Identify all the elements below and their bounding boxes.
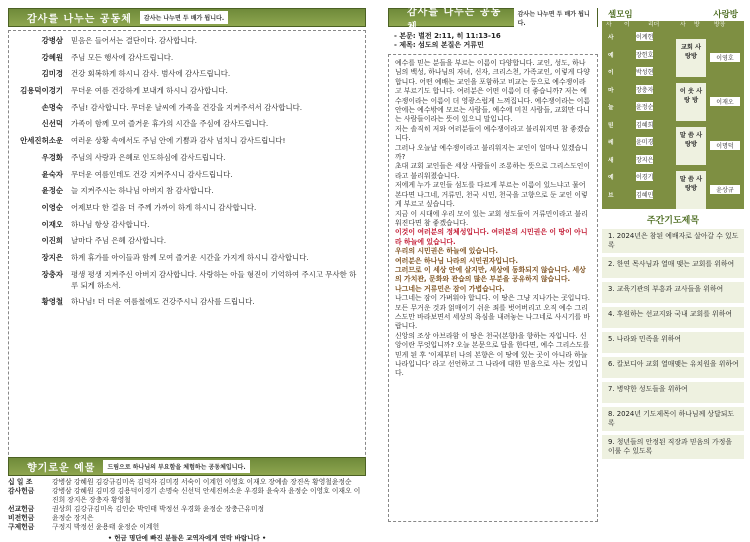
cell-initial: 새 bbox=[608, 157, 614, 164]
thanks-name: 장지은 bbox=[41, 252, 63, 262]
prayer-item: 6. 칼보디아 교회 열매맺는 유치원을 위하여 bbox=[602, 357, 744, 379]
thanks-header-note: 감사는 나누면 두 배가 됩니다. bbox=[140, 11, 228, 24]
thanks-row bbox=[15, 202, 359, 213]
offering-label: 십 일 조 bbox=[8, 478, 33, 486]
thanks-name: 이재오 bbox=[41, 219, 63, 229]
thanks-text: 건강 회복하게 하시니 감사. 범사에 감사드립니다. bbox=[71, 69, 231, 79]
cell-col-head: 방 bbox=[694, 22, 700, 28]
cell-col-head: 이 bbox=[624, 22, 630, 28]
thanks-name: 김용덕이경기 bbox=[20, 86, 63, 96]
offering-list bbox=[8, 478, 366, 542]
prayer-list bbox=[602, 229, 744, 460]
thanks-name: 김미경 bbox=[41, 69, 63, 79]
sermon-paragraph: 신앙의 조상 아브라함 이 땅은 천국(본향)을 향하는 자입니다. 신앙이란 무엇입니까? 오늘 본문으로 답을 한다면, 예수 그리스도를 믿게 된 후 '이제부터 나의 본향은 이 땅에 있는 곳이 아니라 하늘나라입니다' 라고 선언하고 그 나라에 대한 믿음으로 사는 것입니다. bbox=[395, 331, 590, 378]
offering-header-title: 향기로운 예물 bbox=[27, 463, 96, 474]
cell-table bbox=[602, 21, 744, 209]
cell-initial: 레 bbox=[608, 140, 614, 146]
offering-row bbox=[8, 514, 366, 523]
thanks-name: 이영순 bbox=[41, 202, 63, 212]
thanks-text: 하나님 항상 감사합니다. bbox=[71, 219, 150, 229]
sermon-paragraph: 이것이 여러분의 정체성입니다. 여러분의 시민권은 이 땅이 아니라 하늘에 있습니다. bbox=[395, 228, 588, 246]
cell-initial: 믿 bbox=[608, 122, 614, 129]
thanks-row bbox=[15, 102, 359, 113]
love-room-group bbox=[676, 83, 706, 121]
thanks-name: 강병삼 bbox=[41, 36, 63, 45]
offering-row bbox=[8, 523, 366, 532]
cell-leader-name: 이경기 bbox=[636, 174, 654, 181]
offering-names: 강병삼 강혜원 김미경 김용덕이경기 손명숙 신선덕 안세진허소운 우경화 윤숙자 윤정순 이영호 이재오 이진희 장지은 장충자 황영철 bbox=[52, 487, 361, 504]
thanks-row bbox=[15, 269, 359, 291]
prayer-item: 8. 2024년 기도제목이 하나님께 상달되도록 bbox=[602, 407, 744, 432]
cell-panel bbox=[602, 8, 744, 526]
cell-col-head: 사 bbox=[606, 22, 612, 28]
thanks-text: 믿음은 들어서는 결단이다. 감사합니다. bbox=[71, 36, 197, 45]
thanks-panel bbox=[8, 8, 366, 542]
love-room-leader: 이재오 bbox=[710, 97, 740, 106]
sermon-header-note: 감사는 나누면 두 배가 됩니다. bbox=[514, 7, 597, 29]
cell-initial: 브 bbox=[608, 192, 614, 199]
cell-leader-name: 윤정순 bbox=[636, 104, 654, 111]
thanks-row bbox=[15, 296, 359, 307]
thanks-text: 늘 지켜주시는 하나님 아버지 참 감사합니다. bbox=[71, 186, 214, 196]
sermon-text-line: - 본문: 별전 2:11, 히 11:13-16 bbox=[394, 32, 501, 40]
cell-leader-name: 김혜희 bbox=[636, 121, 654, 129]
love-room-leader: 윤상규 bbox=[710, 185, 740, 194]
thanks-text: 무더운 여름 건강하게 보내게 하시니 감사합니다. bbox=[71, 86, 228, 96]
prayer-item: 9. 청년들의 안정된 직장과 믿음의 가정을 이룰 수 있도록 bbox=[602, 435, 744, 460]
sermon-paragraph: 저에게 누가 교인들 섬도를 다르게 부르는 이름이 있느냐고 물어본다면 나그네, 거류민, 천국 시민, 천국을 고향으로 둔 교인 이렇게 부르고 싶습니다. bbox=[395, 181, 588, 209]
sermon-meta bbox=[394, 32, 598, 50]
sermon-paragraph: 모든 무거운 것과 얽매이기 쉬운 죄를 벗어버리고 오직 예수 그리스도만 바라보면서 세상의 욕심을 내려놓는 나그네로 사시기를 바랍니다. bbox=[395, 303, 591, 331]
offering-header bbox=[8, 457, 366, 476]
offering-label: 감사헌금 bbox=[8, 487, 35, 495]
thanks-name: 윤정순 bbox=[41, 186, 63, 196]
cell-col-head: 방장 bbox=[714, 22, 726, 28]
prayer-item: 4. 후원하는 선교지와 국내 교회를 위하여 bbox=[602, 307, 744, 329]
thanks-text: 여러운 상황 속에서도 주님 안에 기쁨과 감사 넘치니 감사드립니다! bbox=[71, 136, 286, 146]
thanks-name: 신선덕 bbox=[41, 119, 63, 129]
sermon-paragraph: 우리의 시민권은 하늘에 있습니다. bbox=[395, 247, 499, 256]
sermon-paragraph: 그러므로 이 세상 안에 살지만, 세상에 동화되지 않습니다. 세상의 가치관, 문화와 관습의 많은 부분을 공유하지 않습니다. bbox=[395, 265, 586, 284]
offering-names: 권상희 김강규김미옥 김인순 박인태 박정선 우경화 윤정순 장충근유미정 bbox=[52, 505, 265, 513]
thanks-header-title: 감사를 나누는 공동체 bbox=[27, 14, 132, 25]
thanks-name: 강혜원 bbox=[41, 52, 63, 62]
cell-leader-name: 윤미경 bbox=[636, 139, 654, 146]
sermon-paragraph: 여러분은 하나님 나라의 시민권자입니다. bbox=[395, 256, 518, 265]
cell-initial: 늘 bbox=[608, 105, 614, 111]
sermon-header bbox=[388, 6, 598, 33]
thanks-text: 평생 평생 지켜주신 아버지 감사합니다. 사랑하는 아들 형진이 기억하여 주시고 무사한 하루 되게 하소서. bbox=[71, 269, 357, 290]
thanks-name: 윤숙자 bbox=[41, 169, 63, 179]
love-room-name: 말 씀 사랑방 bbox=[679, 176, 703, 192]
cell-leader-name: 이계헌 bbox=[636, 34, 654, 41]
thanks-text: 가족이 함께 모여 즐거운 휴가의 시간을 주심에 감사드립니다. bbox=[71, 119, 269, 129]
cell-leader-name: 장헌호 bbox=[636, 51, 654, 59]
love-room-group bbox=[676, 127, 706, 165]
prayer-item: 2. 한연 목사님과 열매 맺는 교회를 위하여 bbox=[602, 257, 744, 279]
cell-title: 셀모임 bbox=[608, 10, 633, 20]
prayer-item: 1. 2024년은 참된 예배자로 살아갈 수 있도록 bbox=[602, 229, 744, 254]
thanks-row bbox=[15, 118, 359, 129]
sermon-title-line: - 제목: 섬도의 본질은 거류민 bbox=[394, 41, 484, 49]
prayer-item: 3. 교육기관의 부흥과 교사들을 위하여 bbox=[602, 282, 744, 304]
prayer-title: 주간기도제목 bbox=[646, 216, 700, 226]
offering-names: 강병삼 강혜원 김강규김미옥 김덕자 김미경 서숙이 이계헌 이영호 이재오 장예솔 장진옥 황영철윤정순 bbox=[52, 478, 352, 486]
cell-leader-name: 장지은 bbox=[636, 156, 654, 164]
offering-names: 구정지 박정선 윤용태 윤정순 이계헌 bbox=[52, 523, 160, 531]
thanks-row bbox=[15, 219, 359, 230]
offering-row bbox=[8, 478, 366, 487]
thanks-name: 황영철 bbox=[41, 297, 63, 307]
cell-leader-name: 김혜민 bbox=[636, 191, 654, 199]
thanks-row bbox=[15, 185, 359, 196]
thanks-text: 주님의 사랑과 은혜로 인도하심에 감사드립니다. bbox=[71, 152, 226, 162]
thanks-row bbox=[15, 252, 359, 263]
offering-label: 비전헌금 bbox=[8, 514, 35, 522]
cell-initial: 사 bbox=[608, 35, 614, 41]
thanks-name: 우경화 bbox=[41, 152, 63, 162]
cell-initial: 마 bbox=[608, 87, 614, 94]
thanks-row bbox=[15, 52, 359, 63]
thanks-row bbox=[15, 152, 359, 163]
thanks-header bbox=[8, 8, 366, 27]
love-room-name: 교회 사랑방 bbox=[680, 44, 702, 60]
thanks-name: 이진희 bbox=[41, 236, 63, 246]
sermon-paragraph: 예수를 믿는 분들을 부르는 이름이 다양합니다. 교인, 성도, 하나님의 백성, 하나님의 자녀, 신자, 크리스천, 가족교인, 이렇게 다양합니다. 어떤 예배는 교인을 포함하고 비교는 등으로 예수쟁이라고 부르기도 합니다. 여러분은 어떤 이름이 더 좋습니까? 저는 예수쟁이라는 이름이 더 영광스럽게 느껴집니다. 예수쟁이라는 이름 안에는 예수밖에 모르는 사람들, 예수에 미친 사람들, 교회만 다니는 사람들이라는 뜻이 있으니 말입니다. bbox=[395, 59, 591, 124]
offering-row bbox=[8, 505, 366, 514]
cell-initial: 예 bbox=[608, 175, 614, 181]
offering-label: 구제헌금 bbox=[8, 523, 35, 531]
love-room-name: 말 씀 사랑방 bbox=[679, 132, 703, 148]
cell-initial: 예 bbox=[608, 52, 614, 59]
thanks-name: 장충자 bbox=[41, 269, 63, 279]
sermon-header-title: 감사를 나누는 공동체 bbox=[407, 6, 502, 33]
sermon-panel bbox=[388, 8, 598, 526]
love-room-group bbox=[676, 171, 706, 209]
thanks-text: 날마다 주님 은혜 감사합니다. bbox=[71, 236, 167, 246]
sermon-paragraph: 지금 이 시대에 우리 모이 있는 교회 성도들이 거류민이라고 불리워진다면 참 좋겠습니다. bbox=[395, 209, 588, 227]
thanks-row bbox=[15, 35, 359, 46]
cell-initial: 이 bbox=[608, 70, 614, 76]
thanks-row bbox=[15, 169, 359, 180]
love-room-leader: 이명덕 bbox=[710, 141, 740, 150]
thanks-text: 주님 모든 행사에 감사드립니다. bbox=[71, 52, 174, 62]
prayer-item: 7. 병약한 성도들을 위하여 bbox=[602, 382, 744, 404]
sermon-paragraph: 나그네는 거류민은 잠이 가볍습니다. bbox=[395, 284, 505, 293]
thanks-row bbox=[15, 135, 359, 146]
offering-footer: • 헌금 명단에 빠진 분들은 교역자에게 연락 바랍니다 • bbox=[107, 534, 267, 542]
thanks-text: 하계 휴가를 아이들과 함께 모여 즐거운 시간을 가지게 하시니 감사합니다. bbox=[71, 252, 309, 262]
love-title: 사랑방 bbox=[713, 10, 738, 20]
thanks-name: 손명숙 bbox=[41, 102, 63, 112]
sermon-paragraph: 나그네는 잠이 가벼워야 합니다. 이 땅은 그냥 지나가는 곳입니다. bbox=[395, 294, 590, 303]
thanks-row bbox=[15, 235, 359, 246]
sermon-paragraph: 저는 솔직히 저와 여러분들이 예수쟁이라고 불리워지면 참 좋겠습니다. bbox=[395, 124, 591, 143]
thanks-row bbox=[15, 68, 359, 79]
cell-panel-titles bbox=[602, 8, 744, 21]
cell-col-head: 사 bbox=[680, 22, 686, 28]
cell-leader-name: 장충자 bbox=[636, 86, 654, 94]
offering-row bbox=[8, 487, 366, 505]
sermon-paragraph: 초대 교회 교인들은 세상 사람들이 조롱하는 뜻으로 그리스도인이라고 불리워졌습니다. bbox=[395, 162, 591, 180]
cell-table-bg bbox=[602, 21, 744, 209]
sermon-paragraph: 그러나 오늘날 예수쟁이라고 불리워지는 교인이 얼마나 있겠습니까? bbox=[395, 143, 588, 162]
thanks-row bbox=[15, 85, 359, 96]
love-room-group bbox=[676, 39, 706, 77]
offering-header-note: 드림으로 하나님의 부요함을 체험하는 공동체입니다. bbox=[103, 460, 249, 473]
thanks-text: 무더운 여름인데도 건강 지켜주시니 감사드립니다. bbox=[71, 169, 233, 179]
sermon-body bbox=[388, 54, 598, 522]
cell-leader-name: 박성현 bbox=[636, 69, 654, 76]
cell-col-head: 리더 bbox=[648, 22, 660, 28]
offering-label: 선교헌금 bbox=[8, 505, 35, 513]
love-room-leader: 이영호 bbox=[710, 53, 740, 62]
thanks-text: 하나님! 더 더운 여름철에도 건강주시니 감사를 드립니다. bbox=[71, 297, 255, 307]
prayer-item: 5. 나라와 민족을 위하여 bbox=[602, 332, 744, 354]
thanks-name: 안세진허소운 bbox=[20, 136, 63, 146]
thanks-text: 주님! 감사합니다. 무더운 날씨에 가족을 건강을 지켜주셔서 감사합니다. bbox=[71, 102, 303, 112]
offering-names: 윤정순 장지은 bbox=[52, 514, 94, 522]
thanks-list bbox=[8, 30, 366, 475]
thanks-text: 어제보다 한 걸음 더 주께 가까이 하게 하시니 감사합니다. bbox=[71, 202, 257, 212]
love-room-name: 이 웃 사 랑 방 bbox=[679, 88, 703, 104]
